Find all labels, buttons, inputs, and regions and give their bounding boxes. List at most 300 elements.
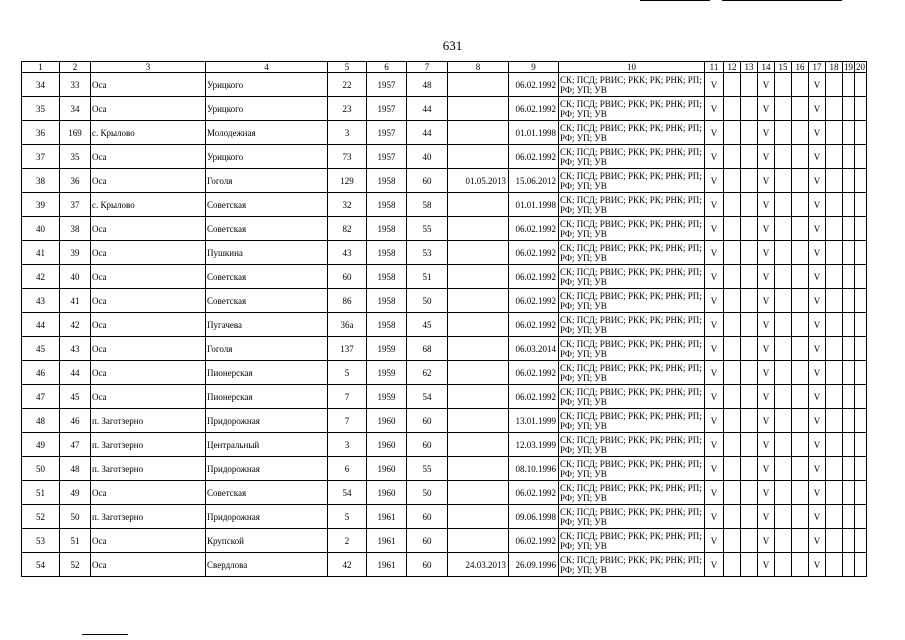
- cell-col-20: [855, 193, 867, 217]
- table-row: [22, 385, 867, 409]
- cell-col-18: [826, 529, 843, 553]
- cell-col-1: 35: [22, 97, 60, 121]
- cell-col-18: [826, 313, 843, 337]
- table-row: [22, 409, 867, 433]
- column-header-9: 9: [509, 62, 559, 73]
- cell-col-18: [826, 241, 843, 265]
- cell-col-6: 1958: [367, 289, 407, 313]
- cell-col-13: [741, 409, 758, 433]
- cell-col-6: 1961: [367, 505, 407, 529]
- cell-col-18: [826, 433, 843, 457]
- cell-col-2: 50: [60, 505, 91, 529]
- table-row: [22, 313, 867, 337]
- cell-col-1: 36: [22, 121, 60, 145]
- cell-col-5: 6: [328, 457, 367, 481]
- cell-col-18: [826, 481, 843, 505]
- column-header-7: 7: [407, 62, 448, 73]
- cell-col-7: 44: [407, 97, 448, 121]
- cell-col-10: СК; ПСД; РВИС; РКК; РК; РНК; РП; РФ; УП; УВ: [559, 73, 705, 97]
- cell-col-12: [724, 385, 741, 409]
- cell-col-6: 1957: [367, 97, 407, 121]
- cell-col-3: п. Заготзерно: [91, 457, 206, 481]
- table-row: [22, 217, 867, 241]
- cell-col-6: 1957: [367, 145, 407, 169]
- cell-col-16: [792, 97, 809, 121]
- cell-col-1: 34: [22, 73, 60, 97]
- cell-col-16: [792, 385, 809, 409]
- cell-col-9: 06.02.1992: [509, 481, 559, 505]
- cell-col-17: V: [809, 481, 826, 505]
- cell-col-3: с. Крылово: [91, 193, 206, 217]
- cell-col-13: [741, 505, 758, 529]
- cell-col-16: [792, 409, 809, 433]
- cell-col-19: [843, 121, 855, 145]
- cell-col-15: [775, 529, 792, 553]
- cell-col-20: [855, 433, 867, 457]
- cell-col-14: V: [758, 169, 775, 193]
- cell-col-19: [843, 385, 855, 409]
- cell-col-4: Крупской: [206, 529, 328, 553]
- cell-col-13: [741, 313, 758, 337]
- cell-col-14: V: [758, 457, 775, 481]
- cell-col-7: 51: [407, 265, 448, 289]
- cell-col-5: 3: [328, 433, 367, 457]
- cell-col-13: [741, 121, 758, 145]
- cell-col-2: 37: [60, 193, 91, 217]
- cell-col-13: [741, 289, 758, 313]
- cell-col-3: п. Заготзерно: [91, 505, 206, 529]
- cell-col-12: [724, 145, 741, 169]
- cell-col-3: Оса: [91, 73, 206, 97]
- cell-col-17: V: [809, 385, 826, 409]
- cell-col-3: Оса: [91, 241, 206, 265]
- cell-col-10: СК; ПСД; РВИС; РКК; РК; РНК; РП; РФ; УП; УВ: [559, 265, 705, 289]
- column-header-5: 5: [328, 62, 367, 73]
- cell-col-10: СК; ПСД; РВИС; РКК; РК; РНК; РП; РФ; УП; УВ: [559, 337, 705, 361]
- cell-col-7: 58: [407, 193, 448, 217]
- column-header-13: 13: [741, 62, 758, 73]
- cell-col-4: Пионерская: [206, 361, 328, 385]
- cell-col-20: [855, 361, 867, 385]
- cell-col-2: 39: [60, 241, 91, 265]
- cell-col-11: V: [705, 145, 724, 169]
- cell-col-5: 2: [328, 529, 367, 553]
- cell-col-4: Советская: [206, 217, 328, 241]
- cell-col-16: [792, 313, 809, 337]
- cell-col-13: [741, 217, 758, 241]
- cell-col-15: [775, 193, 792, 217]
- cell-col-2: 36: [60, 169, 91, 193]
- column-header-12: 12: [724, 62, 741, 73]
- cell-col-5: 3: [328, 121, 367, 145]
- cell-col-9: 06.03.2014: [509, 337, 559, 361]
- cell-col-14: V: [758, 553, 775, 577]
- cell-col-18: [826, 97, 843, 121]
- cell-col-1: 51: [22, 481, 60, 505]
- cell-col-16: [792, 193, 809, 217]
- cell-col-19: [843, 241, 855, 265]
- top-rule-left: [640, 0, 710, 1]
- cell-col-6: 1958: [367, 193, 407, 217]
- cell-col-17: V: [809, 73, 826, 97]
- cell-col-4: Гоголя: [206, 337, 328, 361]
- cell-col-2: 33: [60, 73, 91, 97]
- cell-col-13: [741, 433, 758, 457]
- cell-col-6: 1960: [367, 457, 407, 481]
- cell-col-10: СК; ПСД; РВИС; РКК; РК; РНК; РП; РФ; УП; УВ: [559, 145, 705, 169]
- table-row: [22, 241, 867, 265]
- cell-col-6: 1958: [367, 313, 407, 337]
- cell-col-7: 48: [407, 73, 448, 97]
- cell-col-6: 1959: [367, 361, 407, 385]
- cell-col-20: [855, 169, 867, 193]
- cell-col-16: [792, 433, 809, 457]
- cell-col-13: [741, 145, 758, 169]
- cell-col-20: [855, 553, 867, 577]
- cell-col-18: [826, 169, 843, 193]
- cell-col-10: СК; ПСД; РВИС; РКК; РК; РНК; РП; РФ; УП; УВ: [559, 121, 705, 145]
- cell-col-8: [448, 433, 509, 457]
- cell-col-14: V: [758, 337, 775, 361]
- cell-col-14: V: [758, 121, 775, 145]
- cell-col-1: 50: [22, 457, 60, 481]
- column-header-11: 11: [705, 62, 724, 73]
- cell-col-1: 53: [22, 529, 60, 553]
- cell-col-17: V: [809, 313, 826, 337]
- cell-col-13: [741, 529, 758, 553]
- cell-col-9: 06.02.1992: [509, 529, 559, 553]
- cell-col-19: [843, 409, 855, 433]
- cell-col-19: [843, 361, 855, 385]
- cell-col-1: 46: [22, 361, 60, 385]
- column-header-14: 14: [758, 62, 775, 73]
- cell-col-19: [843, 73, 855, 97]
- cell-col-15: [775, 505, 792, 529]
- cell-col-15: [775, 73, 792, 97]
- cell-col-5: 22: [328, 73, 367, 97]
- cell-col-13: [741, 241, 758, 265]
- cell-col-12: [724, 409, 741, 433]
- table-row: [22, 97, 867, 121]
- cell-col-2: 38: [60, 217, 91, 241]
- cell-col-11: V: [705, 217, 724, 241]
- cell-col-5: 36а: [328, 313, 367, 337]
- cell-col-16: [792, 457, 809, 481]
- cell-col-20: [855, 121, 867, 145]
- table-body: [22, 73, 867, 577]
- cell-col-6: 1958: [367, 241, 407, 265]
- cell-col-15: [775, 121, 792, 145]
- cell-col-7: 55: [407, 457, 448, 481]
- cell-col-2: 47: [60, 433, 91, 457]
- cell-col-11: V: [705, 457, 724, 481]
- cell-col-12: [724, 193, 741, 217]
- cell-col-19: [843, 265, 855, 289]
- cell-col-3: Оса: [91, 265, 206, 289]
- cell-col-8: [448, 289, 509, 313]
- cell-col-17: V: [809, 217, 826, 241]
- cell-col-19: [843, 505, 855, 529]
- cell-col-13: [741, 337, 758, 361]
- cell-col-8: [448, 217, 509, 241]
- column-header-17: 17: [809, 62, 826, 73]
- cell-col-10: СК; ПСД; РВИС; РКК; РК; РНК; РП; РФ; УП; УВ: [559, 457, 705, 481]
- table-row: [22, 529, 867, 553]
- cell-col-2: 43: [60, 337, 91, 361]
- cell-col-20: [855, 337, 867, 361]
- cell-col-17: V: [809, 97, 826, 121]
- cell-col-8: [448, 265, 509, 289]
- cell-col-9: 06.02.1992: [509, 217, 559, 241]
- cell-col-7: 62: [407, 361, 448, 385]
- cell-col-8: [448, 529, 509, 553]
- cell-col-10: СК; ПСД; РВИС; РКК; РК; РНК; РП; РФ; УП; УВ: [559, 289, 705, 313]
- cell-col-4: Урицкого: [206, 73, 328, 97]
- cell-col-5: 7: [328, 385, 367, 409]
- cell-col-18: [826, 145, 843, 169]
- cell-col-12: [724, 433, 741, 457]
- cell-col-9: 06.02.1992: [509, 241, 559, 265]
- cell-col-9: 01.01.1998: [509, 193, 559, 217]
- column-header-2: 2: [60, 62, 91, 73]
- cell-col-20: [855, 265, 867, 289]
- cell-col-11: V: [705, 361, 724, 385]
- cell-col-13: [741, 169, 758, 193]
- cell-col-8: 24.03.2013: [448, 553, 509, 577]
- cell-col-14: V: [758, 433, 775, 457]
- cell-col-11: V: [705, 313, 724, 337]
- cell-col-1: 48: [22, 409, 60, 433]
- table-row: [22, 145, 867, 169]
- cell-col-1: 38: [22, 169, 60, 193]
- cell-col-2: 49: [60, 481, 91, 505]
- cell-col-13: [741, 193, 758, 217]
- cell-col-16: [792, 121, 809, 145]
- cell-col-18: [826, 385, 843, 409]
- cell-col-7: 60: [407, 433, 448, 457]
- cell-col-9: 13.01.1999: [509, 409, 559, 433]
- cell-col-2: 45: [60, 385, 91, 409]
- cell-col-3: Оса: [91, 217, 206, 241]
- cell-col-7: 44: [407, 121, 448, 145]
- cell-col-1: 39: [22, 193, 60, 217]
- column-number-row: [22, 62, 867, 73]
- cell-col-6: 1960: [367, 433, 407, 457]
- cell-col-3: Оса: [91, 337, 206, 361]
- cell-col-11: V: [705, 169, 724, 193]
- cell-col-4: Урицкого: [206, 145, 328, 169]
- cell-col-12: [724, 313, 741, 337]
- cell-col-7: 50: [407, 289, 448, 313]
- cell-col-6: 1959: [367, 337, 407, 361]
- cell-col-16: [792, 217, 809, 241]
- cell-col-11: V: [705, 265, 724, 289]
- cell-col-5: 43: [328, 241, 367, 265]
- cell-col-15: [775, 553, 792, 577]
- cell-col-17: V: [809, 529, 826, 553]
- cell-col-8: [448, 409, 509, 433]
- cell-col-10: СК; ПСД; РВИС; РКК; РК; РНК; РП; РФ; УП; УВ: [559, 529, 705, 553]
- cell-col-5: 137: [328, 337, 367, 361]
- cell-col-6: 1957: [367, 73, 407, 97]
- column-header-1: 1: [22, 62, 60, 73]
- cell-col-16: [792, 529, 809, 553]
- cell-col-14: V: [758, 505, 775, 529]
- cell-col-8: [448, 361, 509, 385]
- cell-col-9: 06.02.1992: [509, 289, 559, 313]
- cell-col-19: [843, 337, 855, 361]
- cell-col-16: [792, 553, 809, 577]
- cell-col-7: 60: [407, 505, 448, 529]
- cell-col-3: Оса: [91, 97, 206, 121]
- cell-col-7: 54: [407, 385, 448, 409]
- cell-col-8: [448, 481, 509, 505]
- cell-col-15: [775, 337, 792, 361]
- cell-col-4: Придорожная: [206, 505, 328, 529]
- cell-col-19: [843, 481, 855, 505]
- cell-col-11: V: [705, 337, 724, 361]
- cell-col-17: V: [809, 193, 826, 217]
- cell-col-14: V: [758, 385, 775, 409]
- cell-col-18: [826, 409, 843, 433]
- cell-col-12: [724, 289, 741, 313]
- cell-col-19: [843, 529, 855, 553]
- cell-col-18: [826, 73, 843, 97]
- cell-col-2: 41: [60, 289, 91, 313]
- cell-col-12: [724, 97, 741, 121]
- cell-col-14: V: [758, 361, 775, 385]
- cell-col-7: 60: [407, 409, 448, 433]
- cell-col-8: [448, 73, 509, 97]
- bottom-rule: [82, 634, 128, 635]
- cell-col-9: 12.03.1999: [509, 433, 559, 457]
- cell-col-18: [826, 505, 843, 529]
- cell-col-5: 5: [328, 505, 367, 529]
- cell-col-14: V: [758, 529, 775, 553]
- page-number: 631: [442, 38, 463, 53]
- cell-col-2: 35: [60, 145, 91, 169]
- cell-col-12: [724, 529, 741, 553]
- cell-col-15: [775, 241, 792, 265]
- cell-col-13: [741, 361, 758, 385]
- column-header-6: 6: [367, 62, 407, 73]
- cell-col-7: 53: [407, 241, 448, 265]
- cell-col-4: Пугачева: [206, 313, 328, 337]
- cell-col-3: Оса: [91, 385, 206, 409]
- cell-col-8: [448, 121, 509, 145]
- table-row: [22, 457, 867, 481]
- cell-col-12: [724, 505, 741, 529]
- cell-col-15: [775, 265, 792, 289]
- cell-col-20: [855, 145, 867, 169]
- cell-col-1: 54: [22, 553, 60, 577]
- cell-col-20: [855, 217, 867, 241]
- cell-col-2: 40: [60, 265, 91, 289]
- cell-col-1: 43: [22, 289, 60, 313]
- cell-col-17: V: [809, 265, 826, 289]
- cell-col-13: [741, 97, 758, 121]
- cell-col-17: V: [809, 433, 826, 457]
- cell-col-3: с. Крылово: [91, 121, 206, 145]
- cell-col-10: СК; ПСД; РВИС; РКК; РК; РНК; РП; РФ; УП; УВ: [559, 169, 705, 193]
- table-row: [22, 337, 867, 361]
- cell-col-13: [741, 457, 758, 481]
- cell-col-5: 86: [328, 289, 367, 313]
- cell-col-14: V: [758, 217, 775, 241]
- cell-col-9: 06.02.1992: [509, 97, 559, 121]
- cell-col-3: п. Заготзерно: [91, 409, 206, 433]
- table-row: [22, 265, 867, 289]
- cell-col-17: V: [809, 553, 826, 577]
- cell-col-12: [724, 361, 741, 385]
- cell-col-16: [792, 265, 809, 289]
- cell-col-11: V: [705, 97, 724, 121]
- cell-col-9: 06.02.1992: [509, 361, 559, 385]
- cell-col-9: 01.01.1998: [509, 121, 559, 145]
- cell-col-15: [775, 217, 792, 241]
- cell-col-8: [448, 241, 509, 265]
- cell-col-4: Советская: [206, 289, 328, 313]
- cell-col-8: [448, 313, 509, 337]
- column-header-19: 19: [844, 62, 853, 72]
- cell-col-12: [724, 481, 741, 505]
- cell-col-12: [724, 121, 741, 145]
- cell-col-17: V: [809, 505, 826, 529]
- cell-col-19: [843, 169, 855, 193]
- cell-col-17: V: [809, 409, 826, 433]
- cell-col-19: [843, 289, 855, 313]
- cell-col-10: СК; ПСД; РВИС; РКК; РК; РНК; РП; РФ; УП; УВ: [559, 409, 705, 433]
- cell-col-16: [792, 505, 809, 529]
- cell-col-9: 06.02.1992: [509, 385, 559, 409]
- cell-col-16: [792, 73, 809, 97]
- column-header-15: 15: [775, 62, 792, 73]
- cell-col-18: [826, 457, 843, 481]
- cell-col-4: Пушкина: [206, 241, 328, 265]
- cell-col-6: 1960: [367, 481, 407, 505]
- cell-col-3: Оса: [91, 361, 206, 385]
- cell-col-4: Свердлова: [206, 553, 328, 577]
- cell-col-9: 06.02.1992: [509, 313, 559, 337]
- cell-col-10: СК; ПСД; РВИС; РКК; РК; РНК; РП; РФ; УП; УВ: [559, 553, 705, 577]
- column-header-10: 10: [559, 62, 705, 73]
- cell-col-14: V: [758, 481, 775, 505]
- cell-col-6: 1961: [367, 529, 407, 553]
- cell-col-15: [775, 433, 792, 457]
- cell-col-10: СК; ПСД; РВИС; РКК; РК; РНК; РП; РФ; УП; УВ: [559, 433, 705, 457]
- cell-col-20: [855, 289, 867, 313]
- cell-col-5: 7: [328, 409, 367, 433]
- cell-col-14: V: [758, 313, 775, 337]
- table-row: [22, 553, 867, 577]
- cell-col-13: [741, 73, 758, 97]
- cell-col-14: V: [758, 265, 775, 289]
- cell-col-5: 82: [328, 217, 367, 241]
- cell-col-20: [855, 529, 867, 553]
- cell-col-2: 44: [60, 361, 91, 385]
- cell-col-20: [855, 505, 867, 529]
- cell-col-12: [724, 553, 741, 577]
- cell-col-4: Урицкого: [206, 97, 328, 121]
- cell-col-2: 34: [60, 97, 91, 121]
- cell-col-10: СК; ПСД; РВИС; РКК; РК; РНК; РП; РФ; УП; УВ: [559, 385, 705, 409]
- cell-col-8: [448, 457, 509, 481]
- cell-col-3: Оса: [91, 553, 206, 577]
- cell-col-3: Оса: [91, 169, 206, 193]
- cell-col-17: V: [809, 457, 826, 481]
- cell-col-18: [826, 265, 843, 289]
- cell-col-13: [741, 265, 758, 289]
